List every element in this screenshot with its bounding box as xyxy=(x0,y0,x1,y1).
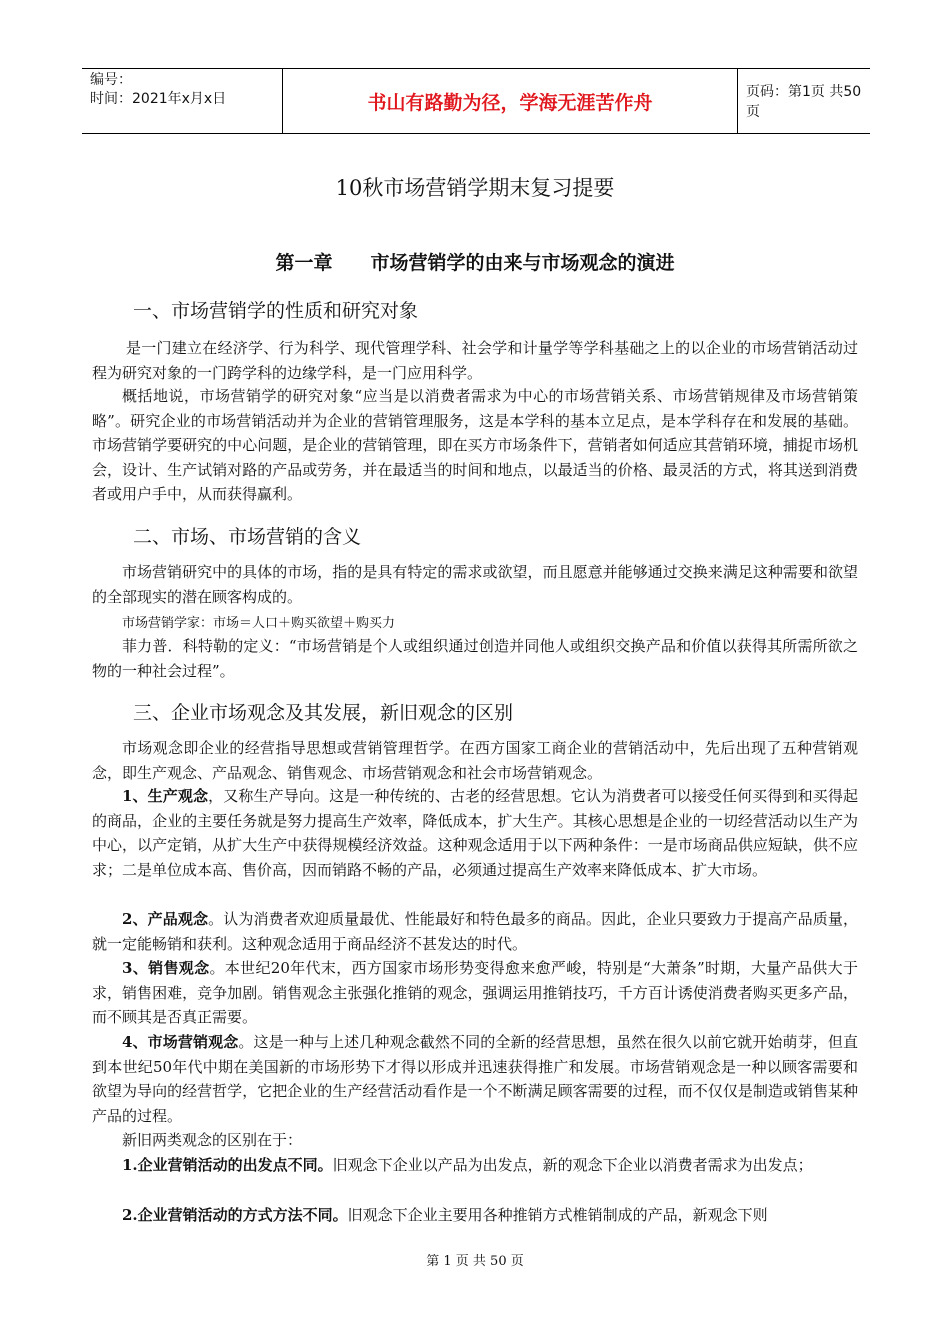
paragraph-s2-1: 市场营销研究中的具体的市场，指的是具有特定的需求或欲望，而且愿意并能够通过交换来满足这种需要和欲望的全部现实的潜在顾客构成的。 xyxy=(92,563,858,606)
header-motto: 书山有路勤为径，学海无涯苦作舟 xyxy=(282,69,738,133)
difference-2 xyxy=(92,1203,858,1228)
concept-production xyxy=(92,784,858,882)
header-meta xyxy=(82,69,282,133)
chapter-heading: 第一章 市场营销学的由来与市场观念的演进 xyxy=(275,252,675,274)
difference-2-title: 2.企业营销活动的方式方法不同。 xyxy=(122,1206,348,1224)
concept-product-title: 2、产品观念 xyxy=(122,910,209,928)
section-heading-1: 一、市场营销学的性质和研究对象 xyxy=(133,300,419,322)
market-formula: 市场营销学家：市场＝人口＋购买欲望＋购买力 xyxy=(122,616,396,631)
header-page-info: 页码：第1页 共50页 xyxy=(746,84,862,120)
section-heading-2: 二、市场、市场营销的含义 xyxy=(133,526,362,548)
document-title: 10秋市场营销学期末复习提要 xyxy=(335,176,615,200)
date-label: 时间：2021年x月x日 xyxy=(90,91,227,107)
concept-selling-title: 3、销售观念 xyxy=(122,959,210,977)
concept-product-text: 。认为消费者欢迎质量最优、性能最好和特色最多的商品。因此，企业只要致力于提高产品质量，就一定能畅销和获利。这种观念适用于商品经济不甚发达的时代。 xyxy=(92,910,858,953)
concept-marketing xyxy=(92,1030,858,1128)
concept-selling-text: 。本世纪20年代末，西方国家市场形势变得愈来愈严峻，特别是“大萧条”时期，大量产品供大于求，销售困难，竞争加剧。销售观念主张强化推销的观念，强调运用推销技巧，千方百计诱使消费者购买更多产品，而不顾其是否真正需要。 xyxy=(92,959,858,1026)
concept-selling xyxy=(92,956,858,1030)
difference-1-text: 旧观念下企业以产品为出发点，新的观念下企业以消费者需求为出发点； xyxy=(332,1156,813,1174)
difference-1-title: 1.企业营销活动的出发点不同。 xyxy=(122,1156,333,1174)
difference-1 xyxy=(92,1153,858,1178)
difference-intro: 新旧两类观念的区别在于： xyxy=(122,1131,303,1149)
section-heading-3: 三、企业市场观念及其发展，新旧观念的区别 xyxy=(133,702,514,724)
concept-marketing-text: 。这是一种与上述几种观念截然不同的全新的经营思想，虽然在很久以前它就开始萌芽，但直到本世纪50年代中期在美国新的市场形势下才得以形成并迅速获得推广和发展。市场营销观念是一种以顾客需要和欲望为导向的经营哲学，它把企业的生产经营活动看作是一个不断满足顾客需要的过程，而不仅仅是制造或销售某种产品的过程。 xyxy=(92,1033,858,1125)
paragraph-s2-2: 菲力普．科特勒的定义：“市场营销是个人或组织通过创造并同他人或组织交换产品和价值以获得其所需所欲之物的一种社会过程”。 xyxy=(92,637,858,680)
concept-production-title: 1、生产观念 xyxy=(122,787,209,805)
difference-2-text: 旧观念下企业主要用各种推销方式椎销制成的产品，新观念下则 xyxy=(347,1206,768,1224)
paragraph-s1-1: 是一门建立在经济学、行为科学、现代管理学科、社会学和计量学等学科基础之上的以企业的市场营销活动过程为研究对象的一门跨学科的边缘学科，是一门应用科学。 xyxy=(92,339,858,382)
page-header xyxy=(82,68,870,134)
concept-marketing-title: 4、市场营销观念 xyxy=(122,1033,239,1051)
paragraph-s1-2: 概括地说，市场营销学的研究对象“应当是以消费者需求为中心的市场营销关系、市场营销规律及市场营销策略”。研究企业的市场营销活动并为企业的营销管理服务，这是本学科的基本立足点，是本学科存在和发展的基础。市场营销学要研究的中心问题，是企业的营销管理，即在买方市场条件下，营销者如何适应其营销环境，捕捉市场机会，设计、生产试销对路的产品或劳务，并在最适当的时间和地点，以最适当的价格、最灵活的方式，将其送到消费者或用户手中，从而获得赢利。 xyxy=(92,387,858,503)
concept-production-text: ，又称生产导向。这是一种传统的、古老的经营思想。它认为消费者可以接受任何买得到和买得起的商品，企业的主要任务就是努力提高生产效率，降低成本，扩大生产。其核心思想是企业的一切经营活动以生产为中心，以产定销，从扩大生产中获得规模经济效益。这种观念适用于以下两种条件：一是市场商品供应短缺，供不应求；二是单位成本高、售价高，因而销路不畅的产品，必须通过提高生产效率来降低成本、扩大市场。 xyxy=(92,787,858,879)
page-footer: 第 1 页 共 50 页 xyxy=(426,1254,524,1269)
paragraph-s3-intro: 市场观念即企业的经营指导思想或营销管理哲学。在西方国家工商企业的营销活动中，先后出现了五种营销观念，即生产观念、产品观念、销售观念、市场营销观念和社会市场营销观念。 xyxy=(92,739,858,782)
number-label: 编号： xyxy=(90,72,132,88)
concept-product xyxy=(92,907,858,956)
